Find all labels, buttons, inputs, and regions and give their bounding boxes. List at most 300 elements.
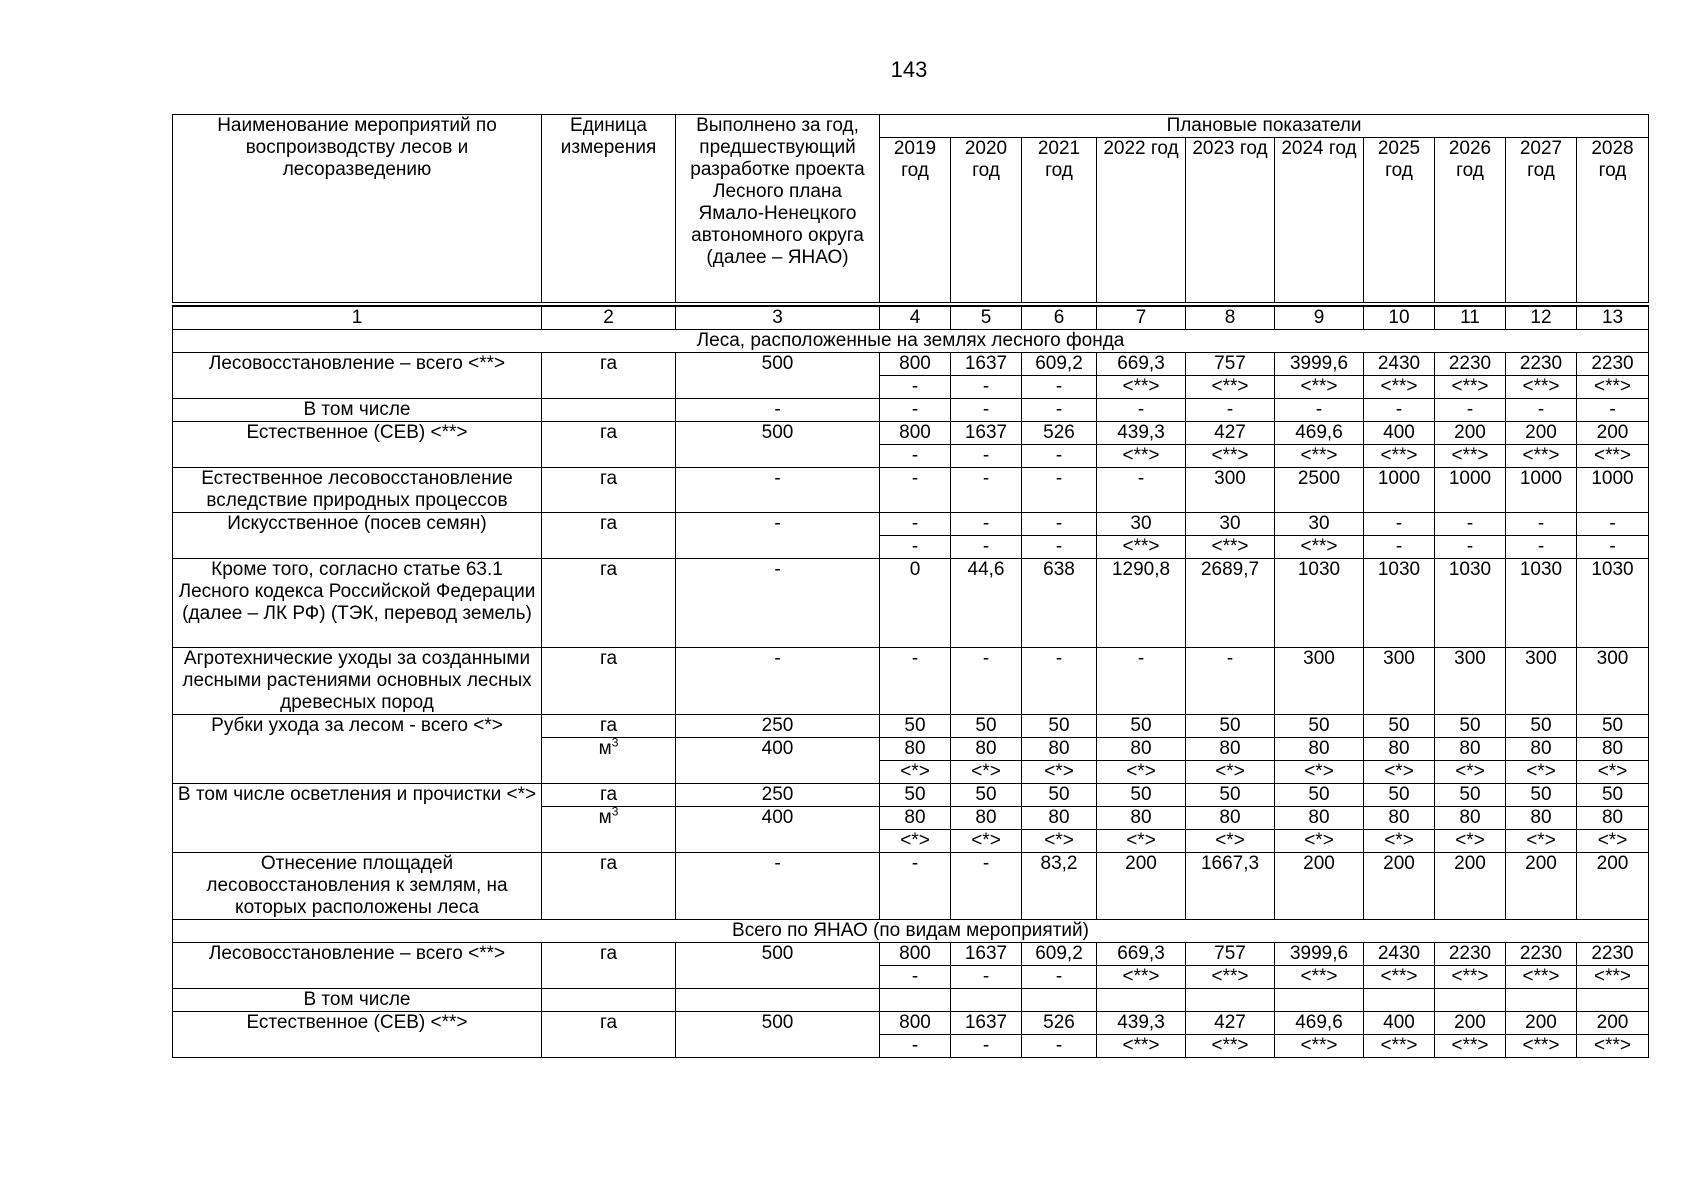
row-note: - xyxy=(951,966,1022,989)
row-name: Искусственное (посев семян) xyxy=(173,513,542,559)
row-value: 50 xyxy=(1435,784,1506,807)
header-row xyxy=(173,115,1649,138)
row-value: 50 xyxy=(1022,784,1097,807)
row-note: - xyxy=(951,536,1022,559)
row-value xyxy=(1364,989,1435,1012)
row-value: 50 xyxy=(1435,715,1506,738)
row-value: 200 xyxy=(1506,1012,1577,1035)
row-value: 50 xyxy=(1097,715,1186,738)
row-unit: га xyxy=(542,422,676,468)
header-year: 2020 год xyxy=(951,138,1022,303)
row-value: 1637 xyxy=(951,1012,1022,1035)
row-note: <**> xyxy=(1506,445,1577,468)
row-name: Естественное (СЕВ) <**> xyxy=(173,1012,542,1058)
row-done: 400 xyxy=(676,738,880,784)
row-done: 400 xyxy=(676,807,880,853)
row-value: 2230 xyxy=(1577,943,1649,966)
row-done: 500 xyxy=(676,422,880,468)
row-value: 50 xyxy=(1186,784,1275,807)
row-name: Лесовосстановление – всего <**> xyxy=(173,353,542,399)
row-note: <**> xyxy=(1186,445,1275,468)
forest-reproduction-table xyxy=(172,114,1649,1058)
row-unit xyxy=(542,989,676,1012)
row-note: - xyxy=(1022,445,1097,468)
row-value: 83,2 xyxy=(1022,853,1097,920)
row-value: - xyxy=(1506,513,1577,536)
row-value: - xyxy=(951,513,1022,536)
row-value: 526 xyxy=(1022,422,1097,445)
row-value: 80 xyxy=(1186,738,1275,761)
row-note: <*> xyxy=(1275,830,1364,853)
row-value xyxy=(1097,989,1186,1012)
row-note: <**> xyxy=(1275,536,1364,559)
row-name: Кроме того, согласно статье 63.1 Лесного кодекса Российской Федерации (далее – ЛК РФ) (ТЭК, перевод земель) xyxy=(173,559,542,648)
row-value: 300 xyxy=(1506,648,1577,715)
row-unit: га xyxy=(542,1012,676,1058)
row-value: 50 xyxy=(1506,715,1577,738)
row-value: 300 xyxy=(1577,648,1649,715)
row-value: - xyxy=(951,853,1022,920)
row-value xyxy=(1186,989,1275,1012)
unit-superscript: 3 xyxy=(611,737,619,750)
header-plan-group: Плановые показатели xyxy=(880,115,1649,138)
table-row xyxy=(173,1012,1649,1035)
row-note: <**> xyxy=(1275,966,1364,989)
row-value: 50 xyxy=(1577,715,1649,738)
row-value: 80 xyxy=(1435,807,1506,830)
row-value: 200 xyxy=(1435,853,1506,920)
row-value: 80 xyxy=(1364,807,1435,830)
row-name: Лесовосстановление – всего <**> xyxy=(173,943,542,989)
row-value: - xyxy=(1097,648,1186,715)
row-value: 50 xyxy=(1577,784,1649,807)
row-value: 80 xyxy=(1186,807,1275,830)
row-value xyxy=(1275,989,1364,1012)
row-value: 200 xyxy=(1435,1012,1506,1035)
column-number: 5 xyxy=(951,306,1022,330)
row-value: 50 xyxy=(1022,715,1097,738)
row-value: - xyxy=(880,648,951,715)
column-number-row xyxy=(173,306,1649,330)
row-name: Агротехнические уходы за созданными лесными растениями основных лесных древесных пород xyxy=(173,648,542,715)
column-number: 6 xyxy=(1022,306,1097,330)
row-note: <*> xyxy=(1577,761,1649,784)
row-value: 800 xyxy=(880,1012,951,1035)
row-value xyxy=(1435,989,1506,1012)
row-value: 1000 xyxy=(1506,468,1577,513)
row-note: - xyxy=(951,445,1022,468)
row-note: <**> xyxy=(1435,966,1506,989)
row-note: <**> xyxy=(1275,1035,1364,1058)
table-row xyxy=(173,422,1649,445)
table-row xyxy=(173,943,1649,966)
row-note: <*> xyxy=(1097,830,1186,853)
row-value: 200 xyxy=(1275,853,1364,920)
row-value: - xyxy=(1435,513,1506,536)
row-value: 1667,3 xyxy=(1186,853,1275,920)
header-done: Выполнено за год, предшествующий разработке проекта Лесного плана Ямало-Ненецкого автономного округа (далее – ЯНАО) xyxy=(676,115,880,303)
row-note: - xyxy=(880,445,951,468)
row-unit: га xyxy=(542,513,676,559)
row-value: - xyxy=(951,648,1022,715)
row-note: <**> xyxy=(1506,966,1577,989)
row-note: <**> xyxy=(1435,376,1506,399)
table-row xyxy=(173,853,1649,920)
row-value: 2689,7 xyxy=(1186,559,1275,648)
table-row xyxy=(173,468,1649,513)
row-note: <**> xyxy=(1506,376,1577,399)
row-note: <**> xyxy=(1364,966,1435,989)
section-title-row xyxy=(173,330,1649,353)
unit-superscript: 3 xyxy=(611,806,619,819)
row-value: 400 xyxy=(1364,1012,1435,1035)
row-value: 80 xyxy=(1097,738,1186,761)
row-done: 500 xyxy=(676,353,880,399)
row-done: 500 xyxy=(676,1012,880,1058)
row-value: 80 xyxy=(1022,807,1097,830)
table-row xyxy=(173,784,1649,807)
row-value: 2430 xyxy=(1364,353,1435,376)
row-done: 250 xyxy=(676,715,880,738)
row-note: <**> xyxy=(1186,1035,1275,1058)
header-year: 2027 год xyxy=(1506,138,1577,303)
header-year: 2026 год xyxy=(1435,138,1506,303)
column-number: 7 xyxy=(1097,306,1186,330)
header-name: Наименование мероприятий по воспроизводству лесов и лесоразведению xyxy=(173,115,542,303)
row-value: 0 xyxy=(880,559,951,648)
row-note: - xyxy=(1022,966,1097,989)
row-value: 2230 xyxy=(1435,353,1506,376)
row-note: <*> xyxy=(951,761,1022,784)
row-value: 200 xyxy=(1577,853,1649,920)
row-note: - xyxy=(1435,536,1506,559)
row-done: - xyxy=(676,648,880,715)
row-note: - xyxy=(1364,536,1435,559)
row-unit: га xyxy=(542,853,676,920)
row-note: <*> xyxy=(1435,830,1506,853)
page-number: 143 xyxy=(890,57,928,82)
row-value: - xyxy=(1186,648,1275,715)
row-value: 300 xyxy=(1364,648,1435,715)
section-title-row xyxy=(173,920,1649,943)
row-value: - xyxy=(1435,399,1506,422)
row-unit: га xyxy=(542,353,676,399)
row-unit: $м^3$ xyxy=(542,807,676,853)
row-note: <**> xyxy=(1364,1035,1435,1058)
row-value: 439,3 xyxy=(1097,1012,1186,1035)
row-value: 439,3 xyxy=(1097,422,1186,445)
row-value: 3999,6 xyxy=(1275,353,1364,376)
row-value: 50 xyxy=(1097,784,1186,807)
row-value: 200 xyxy=(1506,853,1577,920)
column-number: 13 xyxy=(1577,306,1649,330)
row-value: 469,6 xyxy=(1275,422,1364,445)
row-value: 300 xyxy=(1186,468,1275,513)
row-value: 80 xyxy=(1506,738,1577,761)
row-value: 400 xyxy=(1364,422,1435,445)
row-value: - xyxy=(880,513,951,536)
row-value: 757 xyxy=(1186,353,1275,376)
row-value: 2430 xyxy=(1364,943,1435,966)
row-value: - xyxy=(1186,399,1275,422)
row-unit: га xyxy=(542,715,676,738)
row-done: - xyxy=(676,559,880,648)
row-value: 1637 xyxy=(951,943,1022,966)
row-value: - xyxy=(1577,399,1649,422)
row-value: 30 xyxy=(1186,513,1275,536)
row-name: В том числе осветления и прочистки <*> xyxy=(173,784,542,853)
row-done xyxy=(676,989,880,1012)
row-note: - xyxy=(880,536,951,559)
row-note: - xyxy=(1022,376,1097,399)
row-value: 2230 xyxy=(1506,943,1577,966)
row-value: 30 xyxy=(1275,513,1364,536)
row-value: 800 xyxy=(880,353,951,376)
row-done: - xyxy=(676,513,880,559)
row-value: 200 xyxy=(1577,422,1649,445)
row-note: - xyxy=(880,1035,951,1058)
table-row xyxy=(173,399,1649,422)
row-value: 1000 xyxy=(1435,468,1506,513)
row-unit xyxy=(542,399,676,422)
row-value: 80 xyxy=(1364,738,1435,761)
row-value: 80 xyxy=(1577,738,1649,761)
row-note: - xyxy=(1022,536,1097,559)
row-value: - xyxy=(1097,468,1186,513)
row-value: 200 xyxy=(1364,853,1435,920)
row-value: 50 xyxy=(1275,784,1364,807)
row-note: <*> xyxy=(1186,761,1275,784)
header-year: 2023 год xyxy=(1186,138,1275,303)
row-value: - xyxy=(880,399,951,422)
column-number: 11 xyxy=(1435,306,1506,330)
row-name: В том числе xyxy=(173,399,542,422)
row-value: 1637 xyxy=(951,422,1022,445)
row-done: - xyxy=(676,468,880,513)
row-note: <*> xyxy=(1364,830,1435,853)
row-note: <**> xyxy=(1506,1035,1577,1058)
row-note: <*> xyxy=(1577,830,1649,853)
row-note: <**> xyxy=(1186,376,1275,399)
column-number: 3 xyxy=(676,306,880,330)
header-year: 2019 год xyxy=(880,138,951,303)
row-note: <*> xyxy=(1435,761,1506,784)
row-value: 300 xyxy=(1435,648,1506,715)
row-value: 3999,6 xyxy=(1275,943,1364,966)
row-value xyxy=(1022,989,1097,1012)
row-note: <*> xyxy=(880,830,951,853)
row-value: 2230 xyxy=(1435,943,1506,966)
row-value: 2230 xyxy=(1506,353,1577,376)
row-value: 50 xyxy=(951,715,1022,738)
row-value: 80 xyxy=(880,807,951,830)
column-number: 4 xyxy=(880,306,951,330)
row-done: 250 xyxy=(676,784,880,807)
row-value: 669,3 xyxy=(1097,943,1186,966)
table-row xyxy=(173,648,1649,715)
row-value: - xyxy=(1022,468,1097,513)
row-value: 80 xyxy=(951,807,1022,830)
row-value: 300 xyxy=(1275,648,1364,715)
row-value: 50 xyxy=(1364,715,1435,738)
row-value: 1030 xyxy=(1506,559,1577,648)
row-note: <**> xyxy=(1577,1035,1649,1058)
row-value: 50 xyxy=(1275,715,1364,738)
row-note: <*> xyxy=(1506,761,1577,784)
row-value: 200 xyxy=(1435,422,1506,445)
row-value: - xyxy=(1577,513,1649,536)
row-value: - xyxy=(1022,513,1097,536)
row-note: <**> xyxy=(1097,445,1186,468)
table-row xyxy=(173,353,1649,376)
table-row xyxy=(173,513,1649,536)
row-value: 50 xyxy=(1364,784,1435,807)
row-unit: га xyxy=(542,559,676,648)
row-note: <*> xyxy=(1506,830,1577,853)
row-note: <*> xyxy=(1186,830,1275,853)
header-year: 2028 год xyxy=(1577,138,1649,303)
row-value: 1030 xyxy=(1577,559,1649,648)
row-value: 80 xyxy=(1097,807,1186,830)
row-value: 80 xyxy=(1506,807,1577,830)
row-value: - xyxy=(1275,399,1364,422)
row-note: <**> xyxy=(1435,445,1506,468)
row-note: - xyxy=(1022,1035,1097,1058)
row-name: Рубки ухода за лесом - всего <*> xyxy=(173,715,542,784)
row-value xyxy=(880,989,951,1012)
row-unit: га xyxy=(542,648,676,715)
column-number: 10 xyxy=(1364,306,1435,330)
row-value xyxy=(1577,989,1649,1012)
row-note: <**> xyxy=(1577,966,1649,989)
section-title: Всего по ЯНАО (по видам мероприятий) xyxy=(173,920,1649,943)
row-value: 1000 xyxy=(1364,468,1435,513)
row-value: - xyxy=(1506,399,1577,422)
row-value: 609,2 xyxy=(1022,943,1097,966)
row-value: - xyxy=(1364,399,1435,422)
row-done: - xyxy=(676,399,880,422)
row-note: <*> xyxy=(1022,830,1097,853)
row-note: <**> xyxy=(1577,376,1649,399)
row-note: - xyxy=(880,376,951,399)
row-value: - xyxy=(1097,399,1186,422)
row-note: <*> xyxy=(1022,761,1097,784)
row-note: <**> xyxy=(1186,536,1275,559)
row-value: 800 xyxy=(880,422,951,445)
row-value: 80 xyxy=(1275,807,1364,830)
row-value: 427 xyxy=(1186,1012,1275,1035)
row-value: 50 xyxy=(951,784,1022,807)
row-unit: га xyxy=(542,468,676,513)
row-name: Естественное (СЕВ) <**> xyxy=(173,422,542,468)
row-value: - xyxy=(880,853,951,920)
row-value: 50 xyxy=(1186,715,1275,738)
row-value: 800 xyxy=(880,943,951,966)
row-note: - xyxy=(1506,536,1577,559)
row-note: <**> xyxy=(1097,1035,1186,1058)
row-note: - xyxy=(1577,536,1649,559)
row-note: <**> xyxy=(1364,445,1435,468)
row-value: 50 xyxy=(880,715,951,738)
row-note: <*> xyxy=(880,761,951,784)
column-number: 9 xyxy=(1275,306,1364,330)
header-year: 2022 год xyxy=(1097,138,1186,303)
row-value: - xyxy=(951,399,1022,422)
row-value: - xyxy=(880,468,951,513)
row-value: 50 xyxy=(880,784,951,807)
row-unit: га xyxy=(542,784,676,807)
header-year: 2021 год xyxy=(1022,138,1097,303)
table-row xyxy=(173,559,1649,648)
header-year: 2024 год xyxy=(1275,138,1364,303)
row-value: 80 xyxy=(951,738,1022,761)
row-note: <*> xyxy=(1097,761,1186,784)
row-value: 200 xyxy=(1506,422,1577,445)
row-note: <**> xyxy=(1435,1035,1506,1058)
row-note: - xyxy=(880,966,951,989)
row-note: <**> xyxy=(1275,376,1364,399)
header-year: 2025 год xyxy=(1364,138,1435,303)
row-unit: $м^3$ xyxy=(542,738,676,784)
row-value: 80 xyxy=(1275,738,1364,761)
row-unit: га xyxy=(542,943,676,989)
row-note: <**> xyxy=(1577,445,1649,468)
row-note: <**> xyxy=(1097,376,1186,399)
row-value: - xyxy=(1022,648,1097,715)
header-unit: Единица измерения xyxy=(542,115,676,303)
column-number: 1 xyxy=(173,306,542,330)
row-value: 1030 xyxy=(1364,559,1435,648)
row-note: <*> xyxy=(1364,761,1435,784)
row-note: <**> xyxy=(1364,376,1435,399)
row-value: 427 xyxy=(1186,422,1275,445)
row-value: 30 xyxy=(1097,513,1186,536)
row-value: - xyxy=(1364,513,1435,536)
row-value: 44,6 xyxy=(951,559,1022,648)
row-note: <**> xyxy=(1097,536,1186,559)
row-value: 80 xyxy=(880,738,951,761)
row-value: 1637 xyxy=(951,353,1022,376)
row-value: 200 xyxy=(1577,1012,1649,1035)
row-done: - xyxy=(676,853,880,920)
table-row xyxy=(173,715,1649,738)
column-number: 8 xyxy=(1186,306,1275,330)
row-note: - xyxy=(951,376,1022,399)
row-value: 1000 xyxy=(1577,468,1649,513)
row-value: 200 xyxy=(1097,853,1186,920)
row-note: - xyxy=(951,1035,1022,1058)
row-name: Отнесение площадей лесовосстановления к землям, на которых расположены леса xyxy=(173,853,542,920)
row-value: 1030 xyxy=(1275,559,1364,648)
row-value: 1290,8 xyxy=(1097,559,1186,648)
row-value: 609,2 xyxy=(1022,353,1097,376)
row-value: 638 xyxy=(1022,559,1097,648)
row-value: 757 xyxy=(1186,943,1275,966)
section-title: Леса, расположенные на землях лесного фонда xyxy=(173,330,1649,353)
table-row xyxy=(173,989,1649,1012)
row-value: - xyxy=(1022,399,1097,422)
row-value: 50 xyxy=(1506,784,1577,807)
row-note: <**> xyxy=(1275,445,1364,468)
row-value: 526 xyxy=(1022,1012,1097,1035)
row-note: <*> xyxy=(1275,761,1364,784)
row-value: - xyxy=(951,468,1022,513)
row-note: <**> xyxy=(1186,966,1275,989)
column-number: 2 xyxy=(542,306,676,330)
row-note: <*> xyxy=(951,830,1022,853)
row-note: <**> xyxy=(1097,966,1186,989)
row-value: 2500 xyxy=(1275,468,1364,513)
